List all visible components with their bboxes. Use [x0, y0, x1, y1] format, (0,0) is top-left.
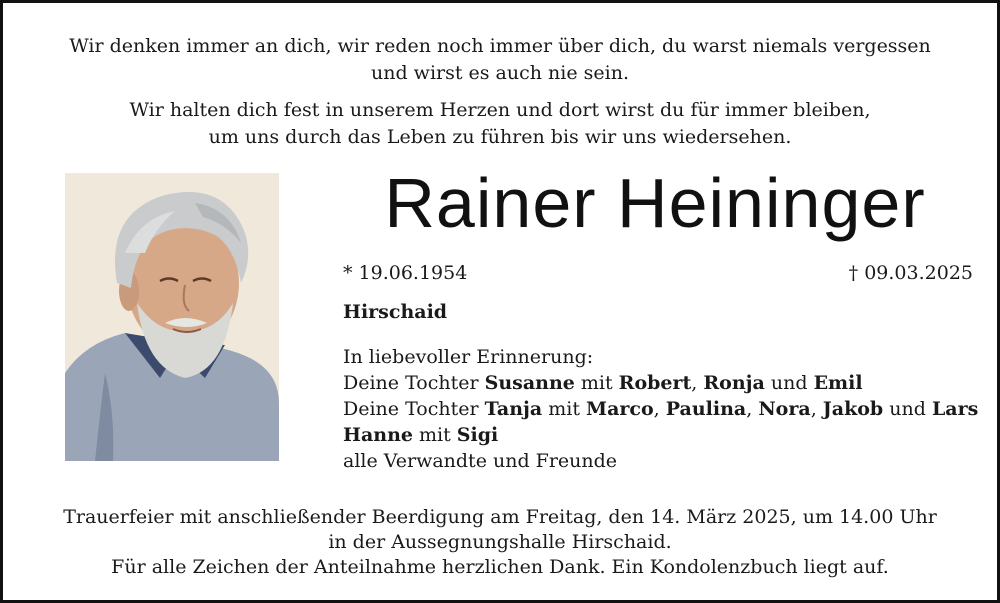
mourners-intro: In liebevoller Erinnerung:	[343, 346, 594, 368]
mourners-line: alle Verwandte und Freunde	[343, 450, 618, 472]
residence: Hirschaid	[343, 301, 448, 323]
mourners-line: Deine Tochter Susanne mit Robert, Ronja und Emil	[343, 372, 863, 394]
portrait-photo	[65, 173, 279, 461]
poem-stanza-2	[3, 97, 997, 151]
mourners-line: Hanne mit Sigi	[343, 424, 499, 446]
poem-line: Wir denken immer an dich, wir reden noch immer über dich, du warst niemals vergessen	[69, 35, 931, 57]
portrait-illustration	[65, 173, 279, 461]
poem-line: Wir halten dich fest in unserem Herzen und dort wirst du für immer bleiben,	[129, 99, 871, 121]
mourners-line: Deine Tochter Tanja mit Marco, Paulina, Nora, Jakob und Lars	[343, 398, 979, 420]
funeral-notice	[3, 505, 997, 580]
death-date: † 09.03.2025	[848, 262, 973, 284]
poem-stanza-1	[3, 33, 997, 87]
footer-line: in der Aussegnungshalle Hirschaid.	[328, 531, 672, 553]
deceased-name: Rainer Heininger	[384, 164, 926, 242]
mourners-list	[343, 344, 978, 474]
birth-date: * 19.06.1954	[343, 262, 468, 284]
footer-line: Trauerfeier mit anschließender Beerdigung am Freitag, den 14. März 2025, um 14.00 Uhr	[63, 506, 937, 528]
poem-line: und wirst es auch nie sein.	[371, 62, 629, 84]
poem-line: um uns durch das Leben zu führen bis wir uns wiedersehen.	[208, 126, 792, 148]
footer-line: Für alle Zeichen der Anteilnahme herzlichen Dank. Ein Kondolenzbuch liegt auf.	[111, 556, 889, 578]
